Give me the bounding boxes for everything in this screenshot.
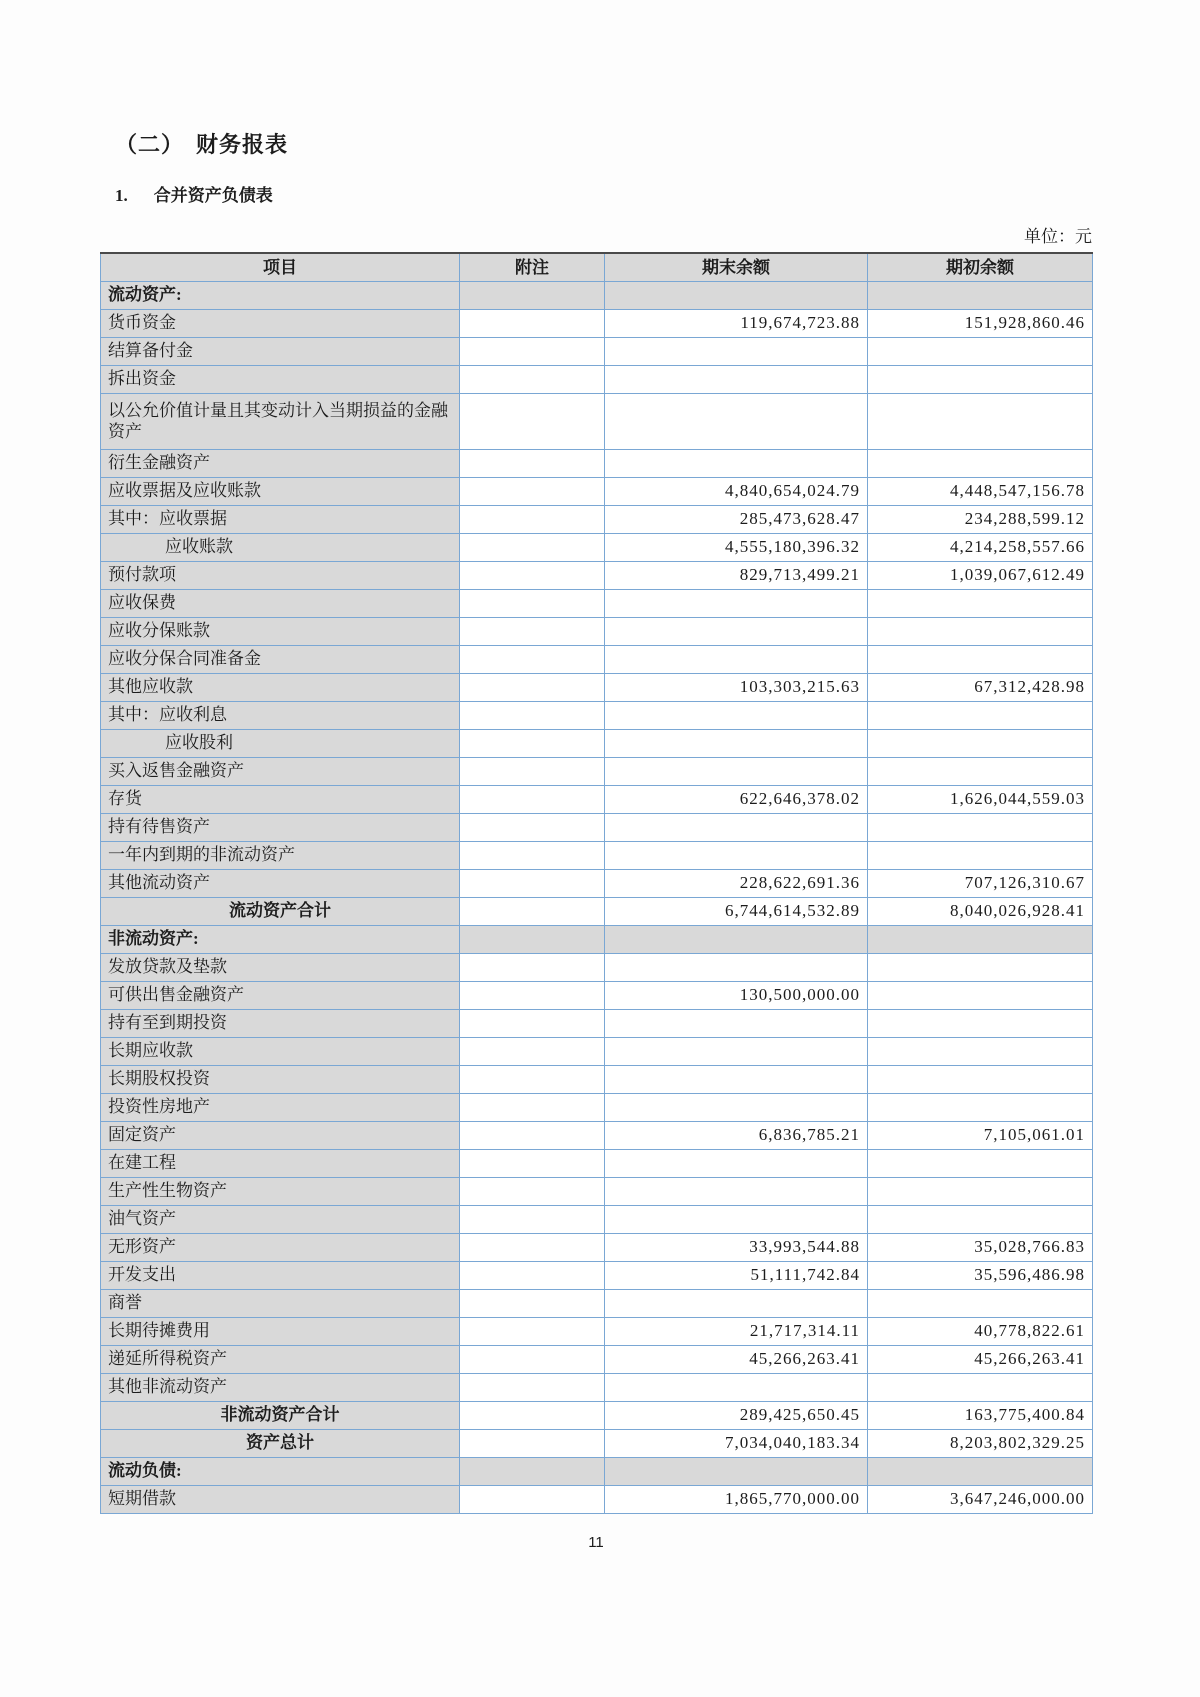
begin-balance-cell	[868, 1205, 1093, 1233]
item-cell: 结算备付金	[101, 337, 460, 365]
end-balance-cell	[605, 757, 868, 785]
begin-balance-cell	[868, 1065, 1093, 1093]
note-cell	[460, 281, 605, 309]
table-row	[101, 1009, 1093, 1037]
begin-balance-cell	[868, 365, 1093, 393]
table-row	[101, 505, 1093, 533]
begin-balance-cell	[868, 841, 1093, 869]
note-cell	[460, 701, 605, 729]
item-cell: 存货	[101, 785, 460, 813]
table-row	[101, 785, 1093, 813]
table-row	[101, 1317, 1093, 1345]
column-header-begin-balance: 期初余额	[868, 253, 1093, 281]
begin-balance-cell	[868, 449, 1093, 477]
item-cell: 拆出资金	[101, 365, 460, 393]
note-cell	[460, 981, 605, 1009]
item-cell: 流动负债:	[101, 1457, 460, 1485]
table-row	[101, 1037, 1093, 1065]
note-cell	[460, 1233, 605, 1261]
begin-balance-cell: 7,105,061.01	[868, 1121, 1093, 1149]
page-number: 11	[588, 1533, 604, 1551]
item-cell: 应收保费	[101, 589, 460, 617]
item-cell: 应收股利	[101, 729, 460, 757]
end-balance-cell	[605, 1373, 868, 1401]
table-row	[101, 813, 1093, 841]
begin-balance-cell	[868, 617, 1093, 645]
note-cell	[460, 393, 605, 449]
note-cell	[460, 953, 605, 981]
begin-balance-cell	[868, 729, 1093, 757]
end-balance-cell	[605, 701, 868, 729]
end-balance-cell	[605, 365, 868, 393]
begin-balance-cell	[868, 645, 1093, 673]
end-balance-cell	[605, 281, 868, 309]
item-cell: 买入返售金融资产	[101, 757, 460, 785]
begin-balance-cell	[868, 981, 1093, 1009]
item-cell: 应收分保合同准备金	[101, 645, 460, 673]
end-balance-cell	[605, 1177, 868, 1205]
note-cell	[460, 1457, 605, 1485]
table-header-row	[101, 253, 1093, 281]
begin-balance-cell	[868, 1289, 1093, 1317]
note-cell	[460, 1205, 605, 1233]
note-cell	[460, 1093, 605, 1121]
table-row	[101, 449, 1093, 477]
section-header-row	[101, 1457, 1093, 1485]
table-row	[101, 365, 1093, 393]
begin-balance-cell: 1,039,067,612.49	[868, 561, 1093, 589]
begin-balance-cell	[868, 813, 1093, 841]
note-cell	[460, 897, 605, 925]
note-cell	[460, 925, 605, 953]
item-cell: 长期股权投资	[101, 1065, 460, 1093]
item-cell: 油气资产	[101, 1205, 460, 1233]
column-header-note: 附注	[460, 253, 605, 281]
end-balance-cell	[605, 337, 868, 365]
table-row	[101, 337, 1093, 365]
table-row	[101, 1205, 1093, 1233]
end-balance-cell	[605, 589, 868, 617]
note-cell	[460, 1317, 605, 1345]
note-cell	[460, 1149, 605, 1177]
note-cell	[460, 869, 605, 897]
table-row	[101, 1121, 1093, 1149]
item-cell: 非流动资产:	[101, 925, 460, 953]
note-cell	[460, 1485, 605, 1513]
end-balance-cell	[605, 1037, 868, 1065]
item-cell: 预付款项	[101, 561, 460, 589]
item-cell: 开发支出	[101, 1261, 460, 1289]
end-balance-cell: 228,622,691.36	[605, 869, 868, 897]
table-row	[101, 1093, 1093, 1121]
item-cell: 生产性生物资产	[101, 1177, 460, 1205]
table-row	[101, 953, 1093, 981]
end-balance-cell	[605, 1149, 868, 1177]
total-row	[101, 1401, 1093, 1429]
item-cell: 以公允价值计量且其变动计入当期损益的金融资产	[101, 393, 460, 449]
item-cell: 其他应收款	[101, 673, 460, 701]
end-balance-cell: 829,713,499.21	[605, 561, 868, 589]
end-balance-cell: 103,303,215.63	[605, 673, 868, 701]
item-cell: 应收票据及应收账款	[101, 477, 460, 505]
begin-balance-cell: 45,266,263.41	[868, 1345, 1093, 1373]
table-row	[101, 309, 1093, 337]
begin-balance-cell: 35,028,766.83	[868, 1233, 1093, 1261]
note-cell	[460, 1261, 605, 1289]
table-row	[101, 393, 1093, 449]
table-row	[101, 981, 1093, 1009]
item-cell: 持有待售资产	[101, 813, 460, 841]
total-row	[101, 897, 1093, 925]
table-row	[101, 1177, 1093, 1205]
note-cell	[460, 1177, 605, 1205]
begin-balance-cell: 3,647,246,000.00	[868, 1485, 1093, 1513]
table-row	[101, 589, 1093, 617]
table-row	[101, 1289, 1093, 1317]
item-cell: 长期应收款	[101, 1037, 460, 1065]
table-row	[101, 1345, 1093, 1373]
section-header-row	[101, 925, 1093, 953]
section-heading-number: （二）	[115, 132, 185, 157]
begin-balance-cell	[868, 1037, 1093, 1065]
begin-balance-cell	[868, 1149, 1093, 1177]
item-cell: 固定资产	[101, 1121, 460, 1149]
begin-balance-cell	[868, 1373, 1093, 1401]
begin-balance-cell: 4,448,547,156.78	[868, 477, 1093, 505]
item-cell: 其他非流动资产	[101, 1373, 460, 1401]
item-cell: 无形资产	[101, 1233, 460, 1261]
begin-balance-cell: 40,778,822.61	[868, 1317, 1093, 1345]
begin-balance-cell: 35,596,486.98	[868, 1261, 1093, 1289]
end-balance-cell: 21,717,314.11	[605, 1317, 868, 1345]
note-cell	[460, 337, 605, 365]
end-balance-cell	[605, 1205, 868, 1233]
item-cell: 一年内到期的非流动资产	[101, 841, 460, 869]
end-balance-cell	[605, 1093, 868, 1121]
end-balance-cell: 6,744,614,532.89	[605, 897, 868, 925]
item-cell: 持有至到期投资	[101, 1009, 460, 1037]
table-row	[101, 645, 1093, 673]
note-cell	[460, 1373, 605, 1401]
table-row	[101, 1233, 1093, 1261]
note-cell	[460, 1429, 605, 1457]
note-cell	[460, 673, 605, 701]
end-balance-cell	[605, 1009, 868, 1037]
note-cell	[460, 561, 605, 589]
note-cell	[460, 645, 605, 673]
balance-sheet-table	[100, 252, 1093, 1514]
begin-balance-cell	[868, 281, 1093, 309]
end-balance-cell: 289,425,650.45	[605, 1401, 868, 1429]
begin-balance-cell: 67,312,428.98	[868, 673, 1093, 701]
begin-balance-cell: 8,203,802,329.25	[868, 1429, 1093, 1457]
note-cell	[460, 589, 605, 617]
note-cell	[460, 841, 605, 869]
table-row	[101, 1373, 1093, 1401]
section-heading	[115, 128, 1092, 159]
unit-label: 单位：元	[1024, 227, 1092, 246]
note-cell	[460, 309, 605, 337]
table-row	[101, 477, 1093, 505]
begin-balance-cell: 151,928,860.46	[868, 309, 1093, 337]
table-row	[101, 757, 1093, 785]
begin-balance-cell	[868, 1457, 1093, 1485]
item-cell: 非流动资产合计	[101, 1401, 460, 1429]
total-row	[101, 1429, 1093, 1457]
table-row	[101, 729, 1093, 757]
end-balance-cell: 6,836,785.21	[605, 1121, 868, 1149]
item-cell: 可供出售金融资产	[101, 981, 460, 1009]
table-row	[101, 1485, 1093, 1513]
end-balance-cell: 33,993,544.88	[605, 1233, 868, 1261]
note-cell	[460, 813, 605, 841]
end-balance-cell	[605, 1289, 868, 1317]
item-cell: 衍生金融资产	[101, 449, 460, 477]
note-cell	[460, 757, 605, 785]
table-row	[101, 561, 1093, 589]
begin-balance-cell	[868, 589, 1093, 617]
begin-balance-cell: 707,126,310.67	[868, 869, 1093, 897]
end-balance-cell	[605, 841, 868, 869]
item-cell: 其中：应收利息	[101, 701, 460, 729]
end-balance-cell: 4,840,654,024.79	[605, 477, 868, 505]
end-balance-cell	[605, 1457, 868, 1485]
end-balance-cell: 119,674,723.88	[605, 309, 868, 337]
end-balance-cell: 4,555,180,396.32	[605, 533, 868, 561]
end-balance-cell: 285,473,628.47	[605, 505, 868, 533]
table-row	[101, 869, 1093, 897]
table-row	[101, 841, 1093, 869]
item-cell: 流动资产合计	[101, 897, 460, 925]
column-header-item: 项目	[101, 253, 460, 281]
note-cell	[460, 1289, 605, 1317]
item-cell: 其他流动资产	[101, 869, 460, 897]
begin-balance-cell: 4,214,258,557.66	[868, 533, 1093, 561]
note-cell	[460, 1401, 605, 1429]
item-cell: 货币资金	[101, 309, 460, 337]
end-balance-cell	[605, 617, 868, 645]
item-cell: 流动资产:	[101, 281, 460, 309]
end-balance-cell	[605, 645, 868, 673]
begin-balance-cell	[868, 393, 1093, 449]
table-row	[101, 533, 1093, 561]
table-row	[101, 1149, 1093, 1177]
table-row	[101, 617, 1093, 645]
item-cell: 发放贷款及垫款	[101, 953, 460, 981]
begin-balance-cell	[868, 953, 1093, 981]
begin-balance-cell: 234,288,599.12	[868, 505, 1093, 533]
subsection-number: 1.	[115, 186, 128, 205]
begin-balance-cell: 163,775,400.84	[868, 1401, 1093, 1429]
table-row	[101, 673, 1093, 701]
end-balance-cell: 45,266,263.41	[605, 1345, 868, 1373]
note-cell	[460, 477, 605, 505]
begin-balance-cell	[868, 925, 1093, 953]
item-cell: 资产总计	[101, 1429, 460, 1457]
subsection-title: 合并资产负债表	[153, 186, 273, 205]
end-balance-cell: 130,500,000.00	[605, 981, 868, 1009]
begin-balance-cell	[868, 701, 1093, 729]
begin-balance-cell	[868, 1093, 1093, 1121]
subsection-heading	[115, 181, 1092, 206]
table-row	[101, 701, 1093, 729]
note-cell	[460, 365, 605, 393]
item-cell: 应收分保账款	[101, 617, 460, 645]
item-cell: 递延所得税资产	[101, 1345, 460, 1373]
note-cell	[460, 1037, 605, 1065]
end-balance-cell: 7,034,040,183.34	[605, 1429, 868, 1457]
end-balance-cell	[605, 449, 868, 477]
table-row	[101, 1261, 1093, 1289]
end-balance-cell: 51,111,742.84	[605, 1261, 868, 1289]
note-cell	[460, 533, 605, 561]
item-cell: 短期借款	[101, 1485, 460, 1513]
note-cell	[460, 1065, 605, 1093]
begin-balance-cell	[868, 337, 1093, 365]
page-content	[100, 0, 1092, 1551]
note-cell	[460, 1345, 605, 1373]
end-balance-cell	[605, 953, 868, 981]
begin-balance-cell: 8,040,026,928.41	[868, 897, 1093, 925]
end-balance-cell	[605, 393, 868, 449]
note-cell	[460, 1009, 605, 1037]
item-cell: 投资性房地产	[101, 1093, 460, 1121]
begin-balance-cell	[868, 1177, 1093, 1205]
end-balance-cell: 622,646,378.02	[605, 785, 868, 813]
note-cell	[460, 617, 605, 645]
note-cell	[460, 1121, 605, 1149]
note-cell	[460, 449, 605, 477]
table-row	[101, 1065, 1093, 1093]
end-balance-cell	[605, 925, 868, 953]
begin-balance-cell	[868, 757, 1093, 785]
end-balance-cell	[605, 813, 868, 841]
begin-balance-cell: 1,626,044,559.03	[868, 785, 1093, 813]
end-balance-cell: 1,865,770,000.00	[605, 1485, 868, 1513]
end-balance-cell	[605, 729, 868, 757]
note-cell	[460, 729, 605, 757]
item-cell: 商誉	[101, 1289, 460, 1317]
item-cell: 应收账款	[101, 533, 460, 561]
note-cell	[460, 785, 605, 813]
item-cell: 其中：应收票据	[101, 505, 460, 533]
item-cell: 在建工程	[101, 1149, 460, 1177]
note-cell	[460, 505, 605, 533]
section-heading-title: 财务报表	[196, 132, 289, 157]
section-header-row	[101, 281, 1093, 309]
item-cell: 长期待摊费用	[101, 1317, 460, 1345]
begin-balance-cell	[868, 1009, 1093, 1037]
end-balance-cell	[605, 1065, 868, 1093]
column-header-end-balance: 期末余额	[605, 253, 868, 281]
